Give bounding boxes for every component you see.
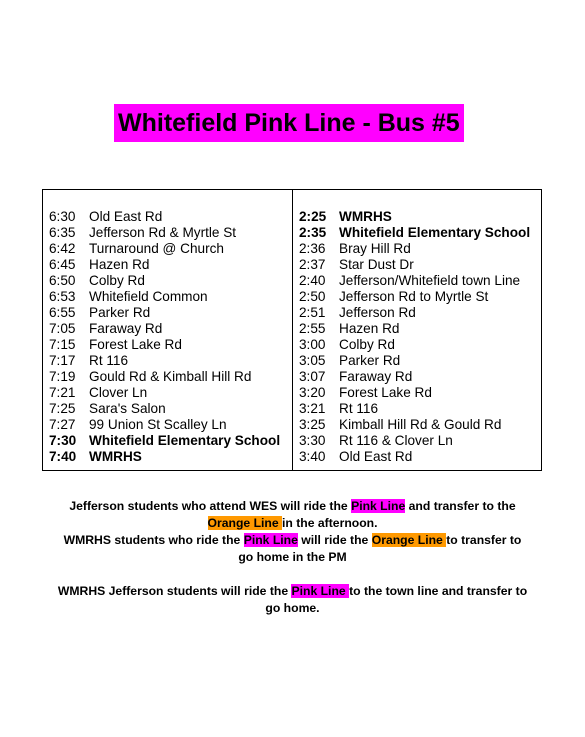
stop-time: 7:05 bbox=[49, 321, 76, 336]
stop-name: WMRHS bbox=[89, 449, 142, 464]
note-line bbox=[30, 600, 555, 617]
notes bbox=[30, 498, 555, 617]
stop-name: Kimball Hill Rd & Gould Rd bbox=[339, 417, 502, 432]
stop-name: Parker Rd bbox=[89, 305, 151, 320]
stop-time: 2:37 bbox=[299, 257, 326, 272]
stop-name: Faraway Rd bbox=[339, 369, 413, 384]
note-line bbox=[30, 515, 555, 532]
stop-time: 7:27 bbox=[49, 417, 76, 432]
stop-name: Whitefield Elementary School bbox=[89, 433, 281, 448]
orange-line-highlight: Orange Line bbox=[371, 533, 447, 547]
schedule-row bbox=[49, 209, 292, 225]
stop-time: 3:40 bbox=[299, 449, 326, 464]
stop-name: Forest Lake Rd bbox=[339, 385, 432, 400]
stop-name: Clover Ln bbox=[89, 385, 148, 400]
stop-name: Turnaround @ Church bbox=[89, 241, 224, 256]
stop-name: Colby Rd bbox=[89, 273, 145, 288]
stop-time: 6:42 bbox=[49, 241, 76, 256]
stop-time: 2:25 bbox=[299, 209, 327, 224]
stop-name: 99 Union St Scalley Ln bbox=[89, 417, 227, 432]
schedule-row bbox=[299, 305, 541, 321]
stop-name: Old East Rd bbox=[339, 449, 413, 464]
pink-line-highlight: Pink Line bbox=[351, 499, 406, 513]
stop-name: Jefferson Rd & Myrtle St bbox=[89, 225, 237, 240]
stop-name: Bray Hill Rd bbox=[339, 241, 411, 256]
schedule-row bbox=[49, 257, 292, 273]
stop-time: 2:51 bbox=[299, 305, 326, 320]
stop-name: Jefferson Rd bbox=[339, 305, 416, 320]
stop-name: Faraway Rd bbox=[89, 321, 163, 336]
stop-time: 2:40 bbox=[299, 273, 326, 288]
stop-time: 2:36 bbox=[299, 241, 326, 256]
note-line bbox=[30, 549, 555, 566]
schedule-table bbox=[42, 189, 542, 471]
stop-name: Jefferson/Whitefield town Line bbox=[339, 273, 521, 288]
note-line bbox=[30, 532, 555, 549]
stop-name: WMRHS bbox=[339, 209, 392, 224]
schedule-row bbox=[299, 417, 541, 433]
schedule-row bbox=[299, 273, 541, 289]
stop-time: 6:35 bbox=[49, 225, 76, 240]
stop-time: 6:45 bbox=[49, 257, 76, 272]
stop-time: 2:55 bbox=[299, 321, 326, 336]
stop-time: 3:21 bbox=[299, 401, 326, 416]
stop-time: 7:21 bbox=[49, 385, 76, 400]
note-line bbox=[30, 498, 555, 515]
stop-time: 7:19 bbox=[49, 369, 76, 384]
stop-name: Whitefield Elementary School bbox=[339, 225, 531, 240]
orange-line-highlight: Orange Line bbox=[207, 516, 283, 530]
stop-time: 2:50 bbox=[299, 289, 326, 304]
note-spacer bbox=[30, 566, 555, 583]
stop-time: 6:50 bbox=[49, 273, 76, 288]
stop-time: 3:25 bbox=[299, 417, 326, 432]
stop-name: Hazen Rd bbox=[339, 321, 400, 336]
schedule-row bbox=[299, 385, 541, 401]
stop-name: Parker Rd bbox=[339, 353, 401, 368]
schedule-row bbox=[49, 385, 292, 401]
stop-time: 3:07 bbox=[299, 369, 326, 384]
schedule-row bbox=[49, 337, 292, 353]
stop-time: 7:25 bbox=[49, 401, 76, 416]
schedule-row bbox=[299, 337, 541, 353]
note-text: go home in the PM bbox=[238, 550, 347, 564]
stop-name: Old East Rd bbox=[89, 209, 163, 224]
pink-line-highlight: Pink Line bbox=[291, 584, 350, 598]
stop-time: 3:20 bbox=[299, 385, 326, 400]
stop-name: Gould Rd & Kimball Hill Rd bbox=[89, 369, 252, 384]
schedule-row bbox=[49, 273, 292, 289]
note-text: WMRHS Jefferson students will ride the bbox=[57, 584, 292, 598]
schedule-row bbox=[49, 369, 292, 385]
pink-line-highlight: Pink Line bbox=[243, 533, 298, 547]
schedule-row bbox=[299, 449, 541, 465]
stop-time: 3:05 bbox=[299, 353, 326, 368]
stop-name: Rt 116 bbox=[339, 401, 379, 416]
schedule-row bbox=[299, 433, 541, 449]
schedule-row bbox=[49, 289, 292, 305]
note-line bbox=[30, 583, 555, 600]
schedule-row bbox=[49, 241, 292, 257]
note-text: to transfer to bbox=[446, 533, 522, 547]
stop-name: Rt 116 & Clover Ln bbox=[339, 433, 453, 448]
schedule-row bbox=[299, 225, 541, 241]
schedule-row bbox=[299, 401, 541, 417]
schedule-row bbox=[299, 289, 541, 305]
note-text: WMRHS students who ride the bbox=[63, 533, 244, 547]
stop-name: Forest Lake Rd bbox=[89, 337, 182, 352]
page-title: Whitefield Pink Line - Bus #5 bbox=[114, 104, 464, 142]
stop-name: Jefferson Rd to Myrtle St bbox=[339, 289, 489, 304]
stop-time: 7:30 bbox=[49, 433, 77, 448]
schedule-row bbox=[49, 449, 292, 465]
stop-time: 6:55 bbox=[49, 305, 76, 320]
schedule-row bbox=[299, 369, 541, 385]
stop-name: Hazen Rd bbox=[89, 257, 150, 272]
schedule-row bbox=[299, 209, 541, 225]
note-text: go home. bbox=[265, 601, 320, 615]
stop-name: Colby Rd bbox=[339, 337, 395, 352]
schedule-row bbox=[299, 353, 541, 369]
schedule-row bbox=[49, 433, 292, 449]
stop-name: Whitefield Common bbox=[89, 289, 208, 304]
stop-time: 2:35 bbox=[299, 225, 327, 240]
stop-time: 3:30 bbox=[299, 433, 326, 448]
schedule-row bbox=[49, 305, 292, 321]
schedule-row bbox=[49, 353, 292, 369]
schedule-row bbox=[299, 257, 541, 273]
schedule-row bbox=[49, 225, 292, 241]
stop-time: 3:00 bbox=[299, 337, 326, 352]
note-text: Jefferson students who attend WES will ride the bbox=[69, 499, 352, 513]
stop-time: 7:17 bbox=[49, 353, 76, 368]
schedule-row bbox=[299, 321, 541, 337]
stop-time: 6:30 bbox=[49, 209, 76, 224]
note-text: and transfer to the bbox=[405, 499, 516, 513]
stop-name: Sara's Salon bbox=[89, 401, 166, 416]
note-text: to the town line and transfer to bbox=[349, 584, 528, 598]
schedule-row bbox=[49, 401, 292, 417]
stop-name: Rt 116 bbox=[89, 353, 129, 368]
stop-time: 6:53 bbox=[49, 289, 76, 304]
stop-name: Star Dust Dr bbox=[339, 257, 414, 272]
stop-time: 7:15 bbox=[49, 337, 76, 352]
afternoon-column bbox=[293, 190, 541, 470]
stop-time: 7:40 bbox=[49, 449, 77, 464]
note-text: will ride the bbox=[297, 533, 372, 547]
schedule-row bbox=[49, 321, 292, 337]
schedule-row bbox=[49, 417, 292, 433]
note-text: in the afternoon. bbox=[282, 516, 378, 530]
schedule-row bbox=[299, 241, 541, 257]
morning-column bbox=[43, 190, 293, 470]
